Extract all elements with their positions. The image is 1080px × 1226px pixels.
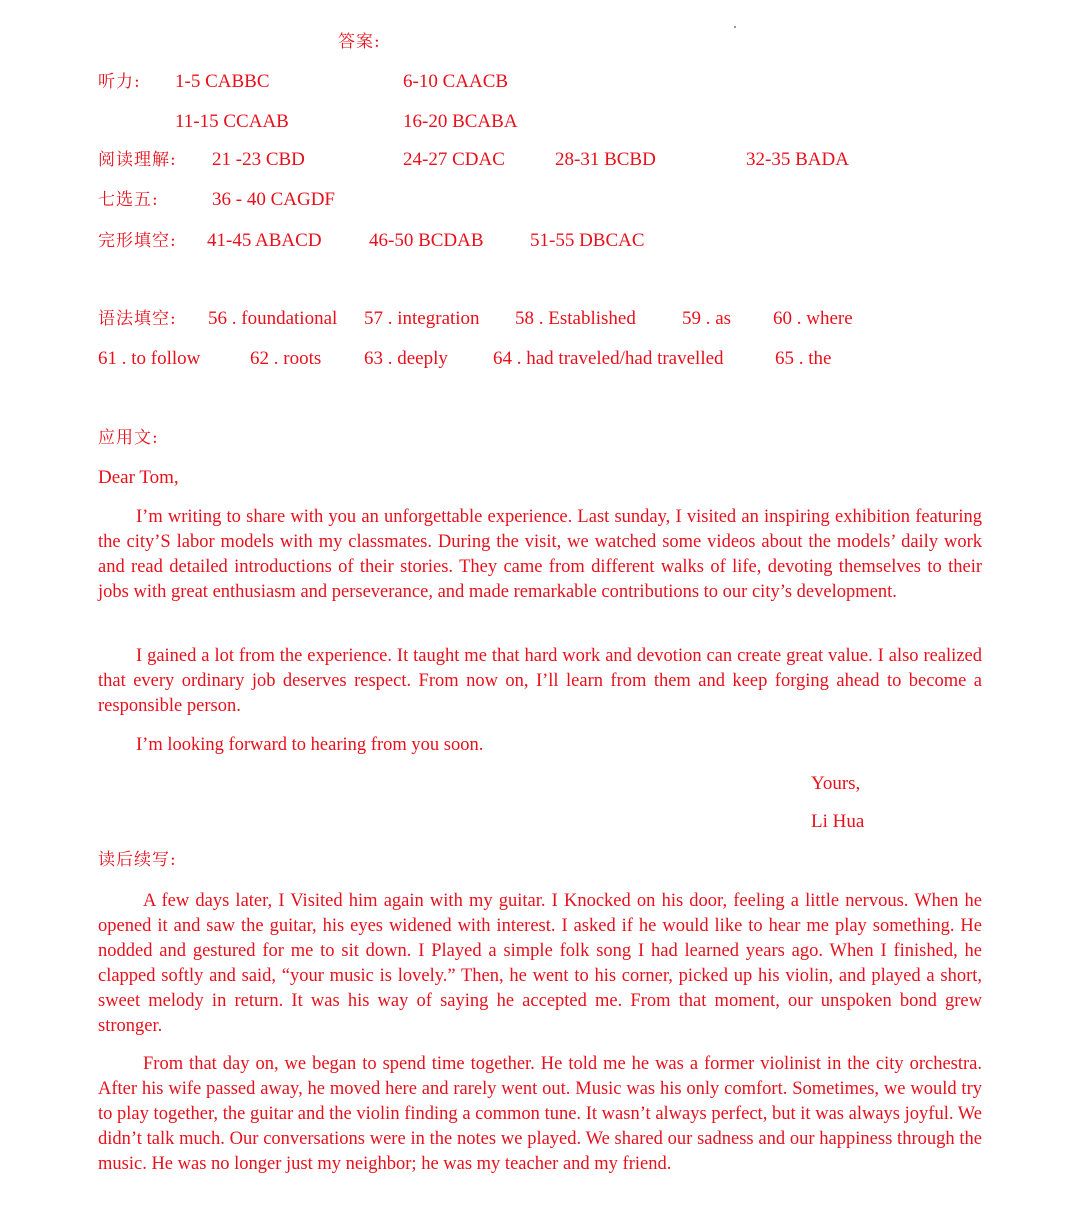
listening-answer: 16-20 BCABA	[403, 111, 518, 132]
grammar-label: 语法填空:	[98, 309, 177, 329]
grammar-answer: 63 . deeply	[364, 348, 448, 369]
stray-dot	[734, 26, 736, 28]
reading-answer: 24-27 CDAC	[403, 149, 505, 170]
grammar-answer: 65 . the	[775, 348, 832, 369]
letter-closing: Yours,	[811, 773, 861, 794]
seven-five-answer: 36 - 40 CAGDF	[212, 189, 335, 210]
reading-label: 阅读理解:	[98, 150, 177, 170]
cloze-label: 完形填空:	[98, 231, 177, 251]
grammar-answer: 57 . integration	[364, 308, 480, 329]
grammar-answer: 64 . had traveled/had travelled	[493, 348, 724, 369]
reading-answer: 21 -23 CBD	[212, 149, 305, 170]
listening-answer: 11-15 CCAAB	[175, 111, 289, 132]
seven-five-label: 七选五:	[98, 190, 159, 210]
reading-answer: 28-31 BCBD	[555, 149, 656, 170]
listening-answer: 6-10 CAACB	[403, 71, 509, 92]
grammar-answer: 62 . roots	[250, 348, 322, 369]
cloze-answer: 46-50 BCDAB	[369, 230, 484, 251]
cloze-answer: 41-45 ABACD	[207, 230, 322, 251]
listening-answer: 1-5 CABBC	[175, 71, 270, 92]
page-title: 答案:	[338, 32, 381, 52]
letter-paragraph: I gained a lot from the experience. It taught me that hard work and devotion can create great value. I also realized that every ordinary job deserves respect. From now on, I’ll learn from them and keep forging ahead to become a responsible person.	[98, 646, 982, 716]
continuation-writing-label: 读后续写:	[98, 850, 177, 870]
story-paragraph: A few days later, I Visited him again with my guitar. I Knocked on his door, feeling a little nervous. When he opened it and saw the guitar, his eyes widened with interest. I asked if he would like to hear me play something. He nodded and gestured for me to sit down. I Played a simple folk song I had learned years ago. When I finished, he clapped softly and said, “your music is lovely.” Then, he went to his corner, picked up his violin, and played a short, sweet melody in return. It was his way of saying he accepted me. From that moment, our unspoken bond grew stronger.	[98, 891, 982, 1036]
grammar-answer: 60 . where	[773, 308, 853, 329]
grammar-answer: 61 . to follow	[98, 348, 201, 369]
cloze-answer: 51-55 DBCAC	[530, 230, 645, 251]
story-paragraph: From that day on, we began to spend time together. He told me he was a former violinist in the city orchestra. After his wife passed away, he moved here and rarely went out. Music was his only comfort. Sometimes, we would try to play together, the guitar and the violin finding a common tune. It wasn’t always perfect, but it was always joyful. We didn’t talk much. Our conversations were in the notes we played. We shared our sadness and our happiness through the music. He was no longer just my neighbor; he was my teacher and my friend.	[98, 1054, 982, 1174]
letter-paragraph: I’m looking forward to hearing from you soon.	[136, 735, 484, 755]
letter-signature: Li Hua	[811, 811, 865, 832]
listening-label: 听力:	[98, 72, 141, 92]
practical-writing-label: 应用文:	[98, 428, 159, 448]
reading-answer: 32-35 BADA	[746, 149, 849, 170]
grammar-answer: 59 . as	[682, 308, 732, 329]
grammar-answer: 56 . foundational	[208, 308, 338, 329]
letter-paragraph: I’m writing to share with you an unforgettable experience. Last sunday, I visited an inspiring exhibition featuring the city’S labor models with my classmates. During the visit, we watched some videos about the models’ daily work and read detailed introductions of their stories. They came from different walks of life, devoting themselves to their jobs with great enthusiasm and perseverance, and made remarkable contributions to our city’s development.	[98, 507, 982, 602]
letter-greeting: Dear Tom,	[98, 467, 179, 488]
grammar-answer: 58 . Established	[515, 308, 636, 329]
